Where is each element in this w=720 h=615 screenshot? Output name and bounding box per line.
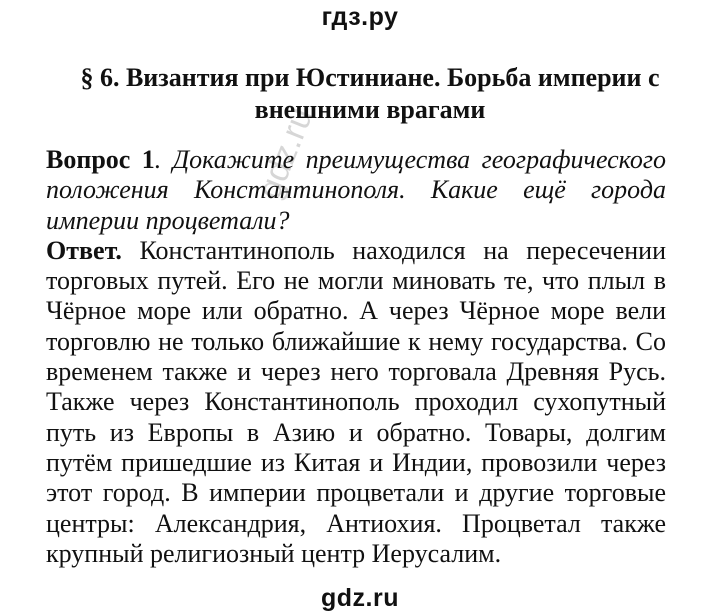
answer-paragraph bbox=[46, 236, 666, 569]
watermark: gdz.ru bbox=[250, 102, 321, 205]
question-label: Вопрос 1 bbox=[46, 145, 155, 174]
section-title: § 6. Византия при Юстиниане. Борьба империи с внешними врагами bbox=[80, 63, 660, 124]
question-text: . Докажите преимущества географического положения Константинополя. Какие ещё города империи процветали? bbox=[46, 145, 666, 235]
content-block bbox=[46, 145, 666, 569]
answer-text: Константинополь находился на пересечении торговых путей. Его не могли миновать те, что плыл в Чёрное море или обратно. А через Чёрное море вели торговлю не только ближайшие к нему государства. Со временем также и через него торговала Древняя Русь. Также через Константинополь проходил сухопутный путь из Европы в Азию и обратно. Товары, долгим путём пришедшие из Китая и Индии, провозили через этот город. В империи процветали и другие торговые центры: Александрия, Антиохия. Процветал также крупный религиозный центр Иерусалим. bbox=[46, 235, 666, 568]
site-header: гдз.ру bbox=[321, 3, 399, 31]
answer-label: Ответ. bbox=[46, 235, 122, 265]
question-paragraph bbox=[46, 145, 666, 236]
site-footer: gdz.ru bbox=[321, 584, 399, 612]
